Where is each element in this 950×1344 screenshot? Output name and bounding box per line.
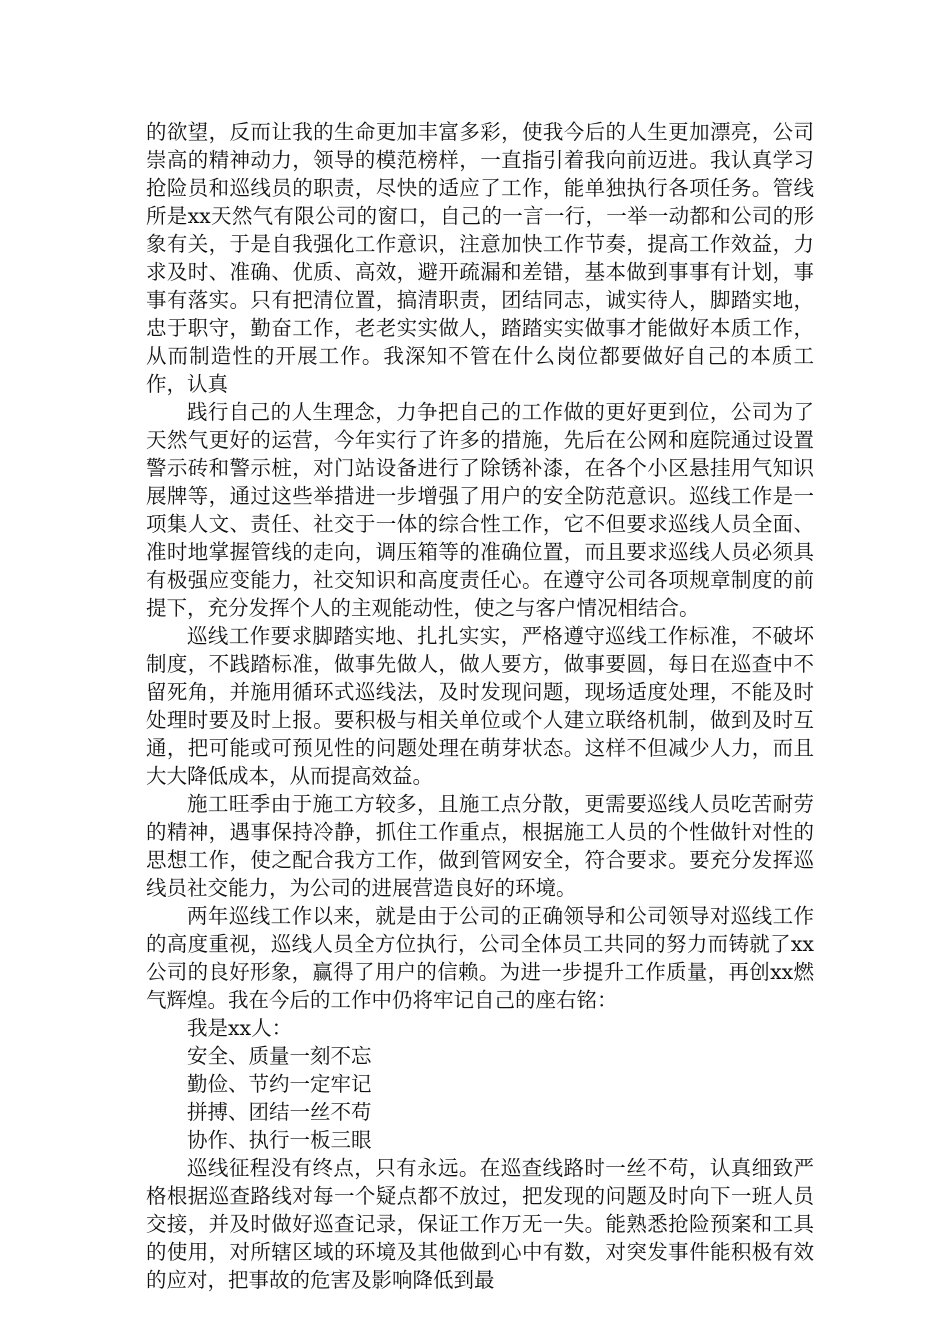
motto-line: 协作、执行一板三眼 — [187, 1128, 372, 1152]
paragraph-4: 施工旺季由于施工方较多，且施工点分散，更需要巡线人员吃苦耐劳的精神，遇事保持冷静，抓住工作重点，根据施工人员的个性做针对性的思想工作，使之配合我方工作，做到管网安全，符合要求。要充分发挥巡线员社交能力，为公司的进展营造良好的环境。 — [146, 792, 814, 900]
motto-line: 拼搏、团结一丝不苟 — [187, 1100, 372, 1124]
paragraph-5: 两年巡线工作以来，就是由于公司的正确领导和公司领导对巡线工作的高度重视，巡线人员全方位执行，公司全体员工共同的努力而铸就了xx公司的良好形象，赢得了用户的信赖。为进一步提升工作质量，再创xx燃气辉煌。我在今后的工作中仍将牢记自己的座右铭： — [146, 904, 814, 1012]
paragraph-1: 的欲望，反而让我的生命更加丰富多彩，使我今后的人生更加漂亮，公司崇高的精神动力，领导的模范榜样，一直指引着我向前迈进。我认真学习抢险员和巡线员的职责，尽快的适应了工作，能单独执行各项任务。管线所是xx天然气有限公司的窗口，自己的一言一行，一举一动都和公司的形象有关，于是自我强化工作意识，注意加快工作节奏，提高工作效益，力求及时、准确、优质、高效，避开疏漏和差错，基本做到事事有计划，事事有落实。只有把清位置，搞清职责，团结同志，诚实待人，脚踏实地，忠于职守，勤奋工作，老老实实做人，踏踏实实做事才能做好本质工作，从而制造性的开展工作。我深知不管在什么岗位都要做好自己的本质工作，认真 — [146, 120, 814, 396]
closing-paragraph: 巡线征程没有终点，只有永远。在巡查线路时一丝不苟，认真细致严格根据巡查路线对每一个疑点都不放过，把发现的问题及时向下一班人员交接，并及时做好巡查记录，保证工作万无一失。能熟悉抢险预案和工具的使用，对所辖区域的环境及其他做到心中有数，对突发事件能积极有效的应对，把事故的危害及影响降低到最 — [146, 1156, 814, 1292]
motto-line: 我是xx人： — [187, 1016, 293, 1040]
paragraph-3: 巡线工作要求脚踏实地、扎扎实实，严格遵守巡线工作标准，不破坏制度，不践踏标准，做事先做人，做人要方，做事要圆，每日在巡查中不留死角，并施用循环式巡线法，及时发现问题，现场适度处理，不能及时处理时要及时上报。要积极与相关单位或个人建立联络机制，做到及时互通，把可能或可预见性的问题处理在萌芽状态。这样不但减少人力，而且大大降低成本，从而提高效益。 — [146, 624, 814, 788]
motto-line: 安全、质量一刻不忘 — [187, 1044, 372, 1068]
paragraph-2: 践行自己的人生理念，力争把自己的工作做的更好更到位，公司为了天然气更好的运营，今年实行了许多的措施，先后在公网和庭院通过设置警示砖和警示桩，对门站设备进行了除锈补漆，在各个小区悬挂用气知识展牌等，通过这些举措进一步增强了用户的安全防范意识。巡线工作是一项集人文、责任、社交于一体的综合性工作，它不但要求巡线人员全面、准时地掌握管线的走向，调压箱等的准确位置，而且要求巡线人员必须具有极强应变能力，社交知识和高度责任心。在遵守公司各项规章制度的前提下，充分发挥个人的主观能动性，使之与客户情况相结合。 — [146, 400, 814, 620]
document-page — [146, 118, 814, 1294]
motto-block — [146, 1014, 814, 1154]
motto-line: 勤俭、节约一定牢记 — [187, 1072, 372, 1096]
